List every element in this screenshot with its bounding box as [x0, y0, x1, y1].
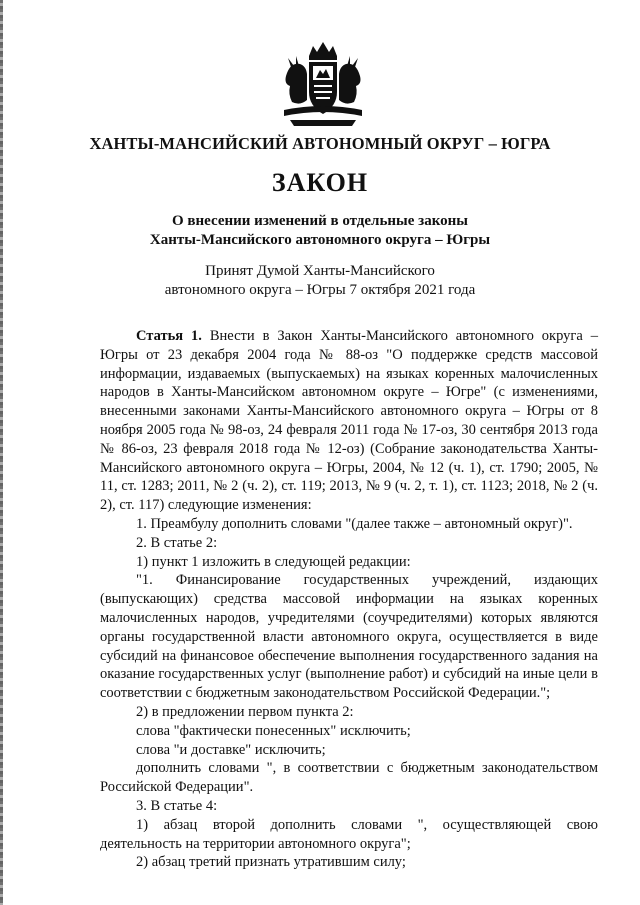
- law-subject-line-1: О внесении изменений в отдельные законы: [172, 213, 468, 229]
- region-title: ХАНТЫ-МАНСИЙСКИЙ АВТОНОМНЫЙ ОКРУГ – ЮГРА: [89, 134, 551, 153]
- adoption-note-line-1: Принят Думой Ханты-Мансийского: [205, 263, 435, 279]
- document-type: ЗАКОН: [271, 168, 369, 197]
- amendment-item: 1) абзац второй дополнить словами ", осуществляющей свою деятельность на территории автономного округа";: [100, 816, 598, 852]
- law-body: [100, 327, 598, 872]
- amendment-item: 1) пункт 1 изложить в следующей редакции:: [136, 553, 411, 570]
- amendment-item: слова "и доставке" исключить;: [136, 741, 326, 758]
- law-subject-line-2: Ханты-Мансийского автономного округа – Югры: [149, 232, 491, 248]
- amendment-item: "1. Финансирование государственных учреждений, издающих (выпускающих) средства массовой информации на языках коренных малочисленных народов, учредителями (соучредителями) которых являются органы государственной власти автономного округа, осуществляется в виде субсидий на финансовое обеспечение выполнения государственного задания на оказание государственных услуг (выполнение работ) и субсидий на иные цели в соответствии с бюджетным законодательством Российской Федерации.";: [100, 572, 598, 702]
- amendment-item: 1. Преамбулу дополнить словами "(далее также – автономный округ)".: [136, 515, 573, 532]
- amendment-item: 2. В статье 2:: [136, 534, 218, 551]
- law-subject: [0, 212, 640, 250]
- amendment-item: слова "фактически понесенных" исключить;: [136, 722, 411, 739]
- article-1-label: Статья 1.: [136, 328, 202, 344]
- coat-of-arms-icon: [276, 40, 370, 132]
- amendment-item: 2) абзац третий признать утратившим силу;: [136, 854, 406, 871]
- amendment-item: 3. В статье 4:: [136, 797, 218, 814]
- amendment-item: дополнить словами ", в соответствии с бюджетным законодательством Российской Федерации".: [100, 760, 598, 796]
- adoption-note-line-2: автономного округа – Югры 7 октября 2021 года: [164, 282, 476, 298]
- adoption-note: [0, 262, 640, 300]
- amendment-item: 2) в предложении первом пункта 2:: [136, 703, 354, 720]
- article-1-intro: [100, 327, 598, 515]
- article-1-intro-text: Внести в Закон Ханты-Мансийского автономного округа – Югры от 23 декабря 2004 года № 88-оз "О поддержке средств массовой информации, издаваемых (выпускаемых) на языках коренных малочисленных народов в Ханты-Мансийском автономном округе – Югре" (с изменениями, внесенными законами Ханты-Мансийского автономного округа – Югры от 8 ноября 2005 года № 98-оз, 24 февраля 2011 года № 17-оз, 30 сентября 2013 года № 86-оз, 23 февраля 2018 года № 12-оз) (Собрание законодательства Ханты-Мансийского автономного округа – Югры, 2004, № 12 (ч. 1), ст. 1790; 2005, № 11, ст. 1283; 2011, № 2 (ч. 2), ст. 119; 2013, № 9 (ч. 2, т. 1), ст. 1123; 2018, № 2 (ч. 2), ст. 117) следующие изменения:: [100, 328, 598, 514]
